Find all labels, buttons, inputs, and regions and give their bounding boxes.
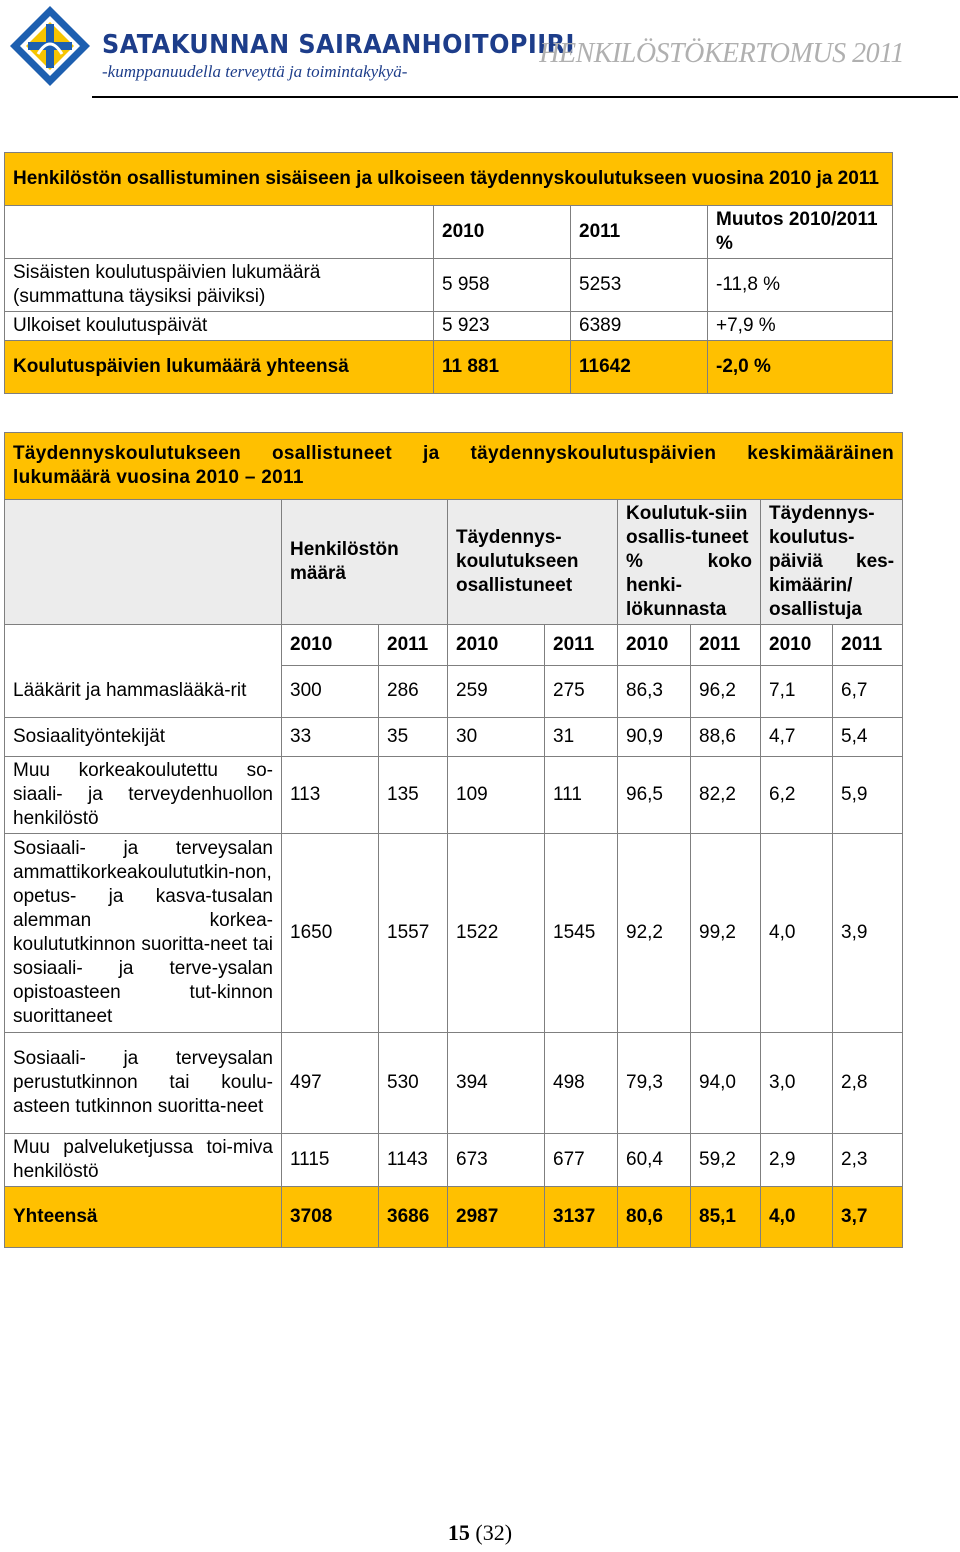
report-title: HENKILÖSTÖKERTOMUS 2011: [539, 38, 904, 69]
table-row: [5, 1134, 903, 1187]
table2-cell: 1557: [379, 834, 448, 1033]
table1-row-label: Ulkoiset koulutuspäivät: [5, 312, 434, 341]
table1-cell: 6389: [571, 312, 708, 341]
table1-cell: -11,8 %: [708, 259, 893, 312]
table2-cell: 6,7: [833, 665, 903, 718]
table2-total-cell: 3,7: [833, 1187, 903, 1248]
table2-cell: 4,7: [761, 718, 833, 757]
table2-row-label: Lääkärit ja hammaslääkä-rit: [5, 665, 282, 718]
table1-row-label: Sisäisten koulutuspäivien lukumäärä (summattuna täysiksi päiviksi): [5, 259, 434, 312]
table2-cell: 1115: [282, 1134, 379, 1187]
training-days-table: [4, 152, 893, 394]
table2-cell: 88,6: [691, 718, 761, 757]
hospital-district-logo-icon: [8, 4, 92, 88]
table2-cell: 113: [282, 757, 379, 834]
table-row-total: [5, 1187, 903, 1248]
table1-header-2011: 2011: [571, 206, 708, 259]
table2-cell: 673: [448, 1134, 545, 1187]
table2-cell: 33: [282, 718, 379, 757]
table2-cell: 3,0: [761, 1033, 833, 1134]
table2-cell: 1545: [545, 834, 618, 1033]
table2-cell: 90,9: [618, 718, 691, 757]
table1-header-2010: 2010: [434, 206, 571, 259]
table2-cell: 31: [545, 718, 618, 757]
table1-cell: 5 958: [434, 259, 571, 312]
page-header: [0, 0, 960, 100]
table2-cell: 4,0: [761, 834, 833, 1033]
table2-cell: 498: [545, 1033, 618, 1134]
table2-row-label: Sosiaali- ja terveysalan ammattikorkeakoulututkin-non, opetus- ja kasva-tusalan alemman korkea-koulututkinnon suoritta-neet tai sosiaali- ja terve-ysalan opistoasteen tut-kinnon suorittaneet: [5, 834, 282, 1033]
page-current: 15: [447, 1520, 470, 1545]
table1-cell: 11642: [571, 341, 708, 394]
table1-cell: -2,0 %: [708, 341, 893, 394]
table2-cell: 677: [545, 1134, 618, 1187]
page-number: [0, 1520, 960, 1546]
table2-header-empty: [5, 500, 282, 625]
table1-cell: 5253: [571, 259, 708, 312]
table2-year: 2011: [379, 625, 448, 666]
table2-total-cell: 3137: [545, 1187, 618, 1248]
table2-cell: 60,4: [618, 1134, 691, 1187]
table2-group-header: Henkilöstön määrä: [282, 500, 448, 625]
table1-title: Henkilöstön osallistuminen sisäiseen ja ulkoiseen täydennyskoulutukseen vuosina 2010 ja 2011: [5, 153, 893, 206]
table2-total-cell: 3708: [282, 1187, 379, 1248]
table2-total-cell: 2987: [448, 1187, 545, 1248]
table-row: [5, 1033, 903, 1134]
table2-cell: 530: [379, 1033, 448, 1134]
table2-cell: 1143: [379, 1134, 448, 1187]
table2-row-label: Sosiaalityöntekijät: [5, 718, 282, 757]
table2-year: 2011: [833, 625, 903, 666]
table2-cell: 1522: [448, 834, 545, 1033]
table2-cell: 5,4: [833, 718, 903, 757]
table1-cell: 11 881: [434, 341, 571, 394]
table2-year: 2010: [448, 625, 545, 666]
table2-year: 2011: [545, 625, 618, 666]
table2-cell: 59,2: [691, 1134, 761, 1187]
table2-cell: 2,9: [761, 1134, 833, 1187]
table1-row-label: Koulutuspäivien lukumäärä yhteensä: [5, 341, 434, 394]
table2-cell: 79,3: [618, 1033, 691, 1134]
table2-year: 2010: [282, 625, 379, 666]
table-row: [5, 665, 903, 718]
table2-total-cell: 80,6: [618, 1187, 691, 1248]
table2-cell: 6,2: [761, 757, 833, 834]
table2-cell: 286: [379, 665, 448, 718]
table-row: [5, 312, 893, 341]
table2-year: 2010: [618, 625, 691, 666]
table2-cell: 96,5: [618, 757, 691, 834]
table2-cell: 259: [448, 665, 545, 718]
table2-cell: 135: [379, 757, 448, 834]
table1-cell: +7,9 %: [708, 312, 893, 341]
table2-group-header: Koulutuk-siin osallis-tuneet % koko henki-lökunnasta: [618, 500, 761, 625]
table2-group-header: Täydennys-koulutukseen osallistuneet: [448, 500, 618, 625]
table-row: [5, 834, 903, 1033]
table2-cell: 35: [379, 718, 448, 757]
table-row: [5, 341, 893, 394]
page-total: (32): [475, 1520, 513, 1545]
table2-cell: 92,2: [618, 834, 691, 1033]
participants-table: [4, 432, 903, 1248]
table2-group-header: Täydennys-koulutus-päiviä kes-kimäärin/ osallistuja: [761, 500, 903, 625]
table2-total-cell: 85,1: [691, 1187, 761, 1248]
table2-total-cell: 3686: [379, 1187, 448, 1248]
table-row: [5, 718, 903, 757]
table2-cell: 5,9: [833, 757, 903, 834]
table2-cell: 96,2: [691, 665, 761, 718]
table2-cell: 394: [448, 1033, 545, 1134]
table2-cell: 94,0: [691, 1033, 761, 1134]
table2-cell: 86,3: [618, 665, 691, 718]
table2-cell: 82,2: [691, 757, 761, 834]
table2-cell: 111: [545, 757, 618, 834]
table2-row-label: Muu korkeakoulutettu so-siaali- ja terveydenhuollon henkilöstö: [5, 757, 282, 834]
table2-year: 2010: [761, 625, 833, 666]
table2-row-label: Sosiaali- ja terveysalan perustutkinnon tai koulu-asteen tutkinnon suoritta-neet: [5, 1033, 282, 1134]
table2-cell: 3,9: [833, 834, 903, 1033]
table2-year: 2011: [691, 625, 761, 666]
table2-row-label: Muu palveluketjussa toi-miva henkilöstö: [5, 1134, 282, 1187]
table2-total-label: Yhteensä: [5, 1187, 282, 1248]
table2-cell: 2,8: [833, 1033, 903, 1134]
table2-total-cell: 4,0: [761, 1187, 833, 1248]
table-row: [5, 757, 903, 834]
table-row: [5, 259, 893, 312]
organization-name: SATAKUNNAN SAIRAANHOITOPIIRI: [102, 30, 575, 60]
table2-cell: 2,3: [833, 1134, 903, 1187]
table2-cell: 300: [282, 665, 379, 718]
table2-cell: 99,2: [691, 834, 761, 1033]
organization-slogan: -kumppanuudella terveyttä ja toimintakykyä-: [102, 62, 408, 81]
table2-cell: 497: [282, 1033, 379, 1134]
table2-cell: 30: [448, 718, 545, 757]
table2-cell: 1650: [282, 834, 379, 1033]
table1-header-empty: [5, 206, 434, 259]
header-divider: [92, 96, 958, 98]
table2-cell: 7,1: [761, 665, 833, 718]
table2-cell: 109: [448, 757, 545, 834]
table1-header-change: Muutos 2010/2011 %: [708, 206, 893, 259]
table2-year-empty: [5, 625, 282, 666]
table1-cell: 5 923: [434, 312, 571, 341]
table2-cell: 275: [545, 665, 618, 718]
table2-title: Täydennyskoulutukseen osallistuneet ja täydennyskoulutuspäivien keskimääräinen lukumäärä vuosina 2010 – 2011: [5, 433, 903, 500]
